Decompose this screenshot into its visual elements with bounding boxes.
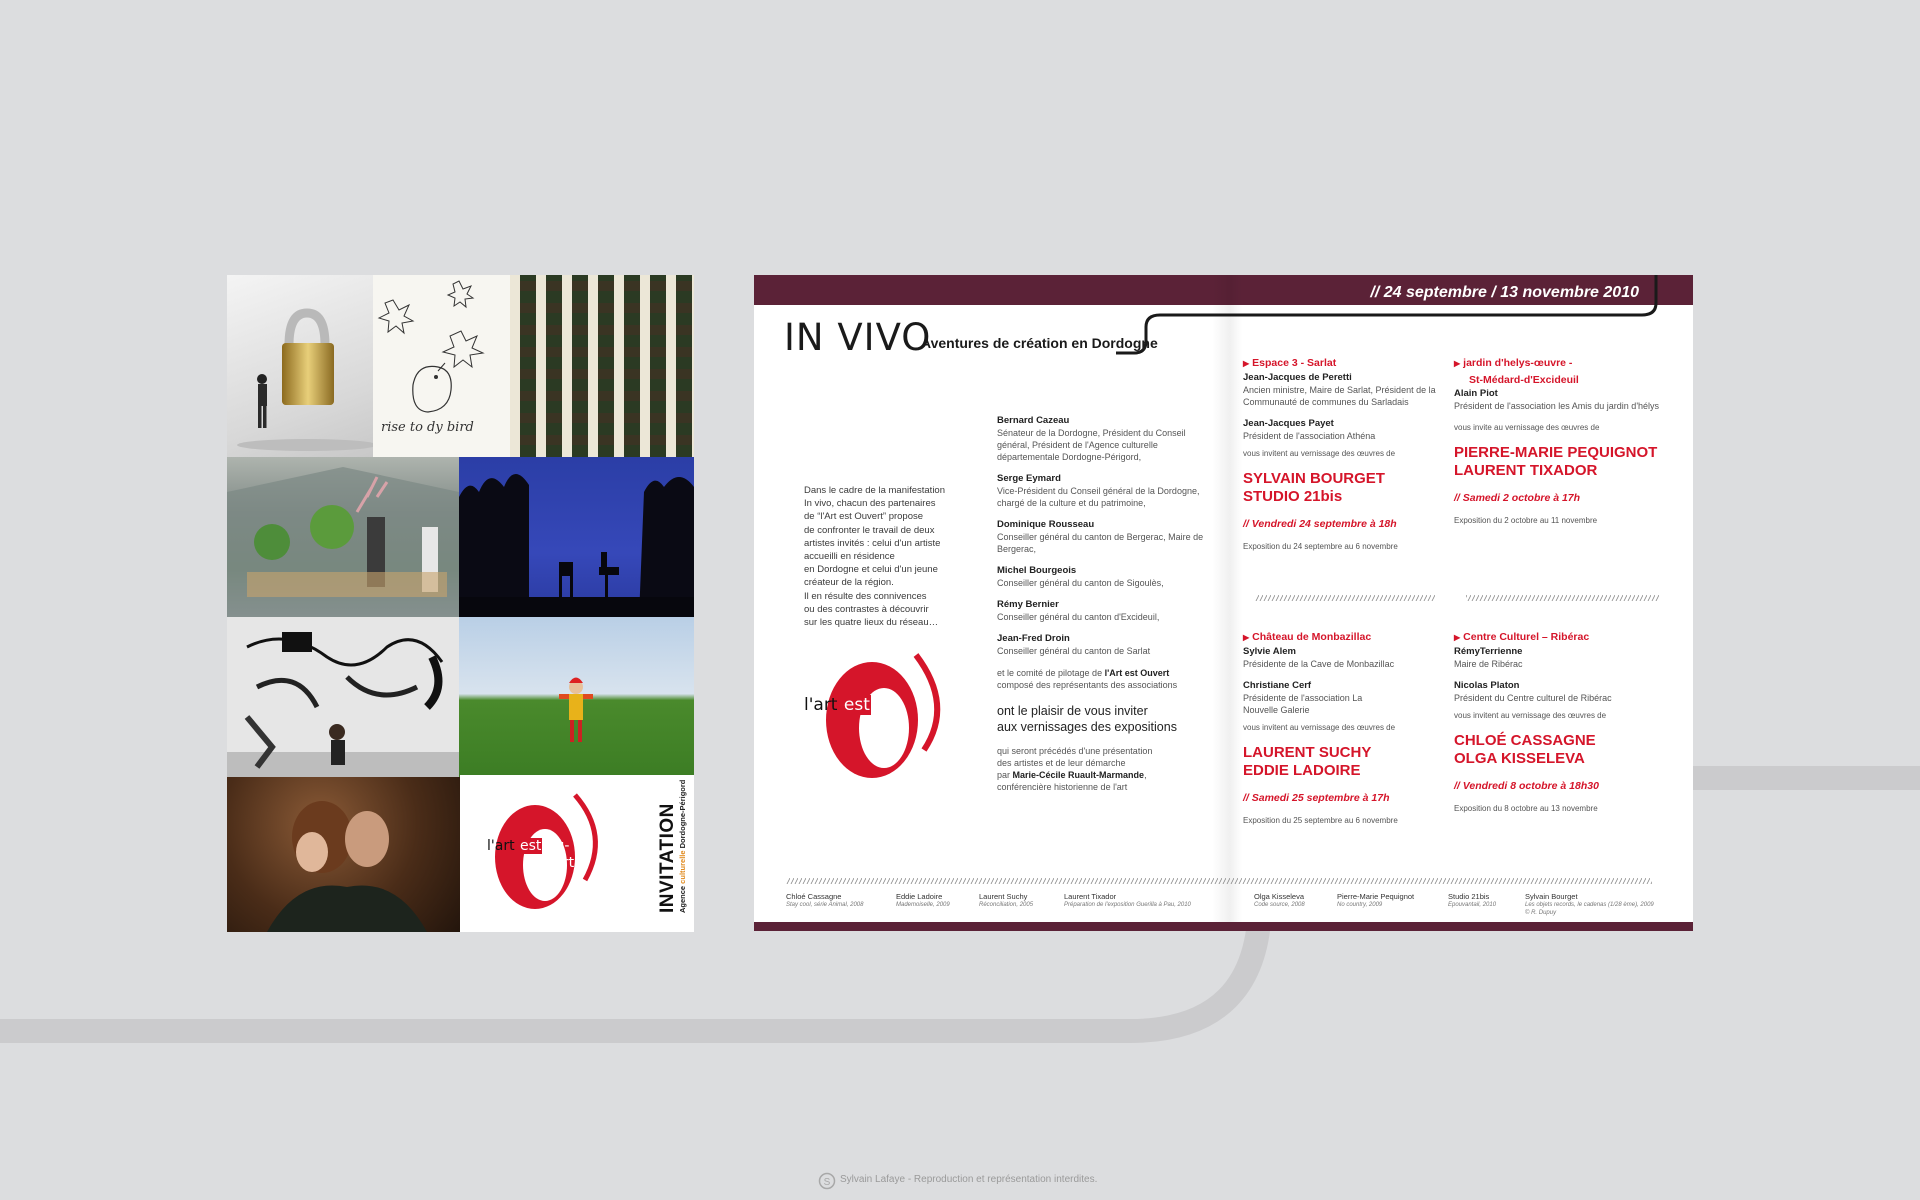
arrow-right-icon: ▶ bbox=[1243, 359, 1250, 368]
vernissage-date: // Vendredi 8 octobre à 18h30 bbox=[1454, 780, 1599, 792]
venue-name: jardin d'helys-œuvre - bbox=[1463, 357, 1573, 369]
invitation-statement: ont le plaisir de vous inviter aux vernissages des expositions bbox=[997, 704, 1177, 734]
arrow-right-icon: ▶ bbox=[1454, 633, 1461, 642]
artist-names: CHLOÉ CASSAGNE OLGA KISSELEVA bbox=[1454, 732, 1596, 767]
svg-text:S: S bbox=[823, 1177, 831, 1188]
intro-line: sur les quatre lieux du réseau… bbox=[804, 617, 939, 629]
logo-word-ou: ou- bbox=[876, 695, 904, 715]
inside-logo-vert: vert bbox=[874, 714, 909, 734]
bottom-band bbox=[754, 922, 1693, 931]
exhibition-dates: Exposition du 2 octobre au 11 novembre bbox=[1454, 516, 1598, 525]
credit-item: Laurent Tixador Préparation de l'exposition Guerilla à Pau, 2010 bbox=[1064, 892, 1191, 908]
venue-name: Centre Culturel – Ribérac bbox=[1463, 631, 1590, 643]
host-entry: Rémy Bernier Conseiller général du canton d'Excideuil, bbox=[997, 599, 1160, 622]
chairs-silhouette-icon bbox=[459, 457, 694, 617]
logo-word-est: est bbox=[520, 838, 542, 854]
logo-word-est: est bbox=[843, 695, 870, 715]
host-name: Alain Piot bbox=[1454, 388, 1498, 399]
host-name: Jean-Jacques Payet bbox=[1243, 418, 1334, 429]
venue-jardin-helys bbox=[1454, 355, 1664, 525]
intro-line: créateur de la région. bbox=[804, 577, 894, 589]
invite-text: vous invitent au vernissage des œuvres de bbox=[1243, 723, 1396, 732]
venue-monbazillac bbox=[1243, 629, 1453, 825]
credit-item: Studio 21bis Epouvantail, 2010 bbox=[1448, 892, 1497, 908]
photo-night-chairs bbox=[459, 457, 694, 617]
ink-mural-icon bbox=[227, 617, 459, 777]
artist-names: PIERRE-MARIE PEQUIGNOT LAURENT TIXADOR bbox=[1454, 444, 1658, 479]
invitation-title: INVITATION bbox=[657, 803, 678, 913]
host-list bbox=[997, 415, 1207, 793]
venue-riberac bbox=[1454, 629, 1664, 813]
invite-text: vous invite au vernissage des œuvres de bbox=[1454, 423, 1600, 432]
artist-names: SYLVAIN BOURGET STUDIO 21bis bbox=[1243, 470, 1385, 505]
intro-line: Dans le cadre de la manifestation bbox=[804, 485, 945, 496]
intro-line: de “l'Art est Ouvert” propose bbox=[804, 511, 924, 523]
credit-item: Pierre-Marie Pequignot No country, 2009 bbox=[1337, 892, 1415, 908]
invite-text: vous invitent au vernissage des œuvres de bbox=[1243, 449, 1396, 458]
exhibition-dates: Exposition du 24 septembre au 6 novembre bbox=[1243, 542, 1398, 551]
host-name: Jean-Jacques de Peretti bbox=[1243, 372, 1352, 383]
venue-sarlat bbox=[1243, 355, 1453, 551]
intro-line: en Dordogne et celui d'un jeune bbox=[804, 564, 938, 576]
venue-name: Château de Monbazillac bbox=[1252, 631, 1372, 643]
intro-line: artistes invités : celui d'un artiste bbox=[804, 537, 941, 549]
cover-logo-wordmark bbox=[487, 838, 569, 854]
host-title: Ancien ministre, Maire de Sarlat, Président de la Communauté de communes du Sarladais bbox=[1243, 385, 1436, 407]
couple-icon bbox=[227, 777, 460, 932]
arrow-right-icon: ▶ bbox=[1243, 633, 1250, 642]
host-name: Christiane Cerf bbox=[1243, 680, 1312, 691]
credit-item: Olga Kisseleva Code source, 2008 bbox=[1254, 892, 1305, 908]
photo-pattern bbox=[510, 275, 694, 457]
host-entry: Dominique Rousseau Conseiller général du canton de Bergerac, Maire de Bergerac, bbox=[997, 519, 1204, 554]
host-title: Présidente de l'association La Nouvelle Galerie bbox=[1243, 693, 1363, 715]
copyright-notice: Sylvain Lafaye - Reproduction et représentation interdites. bbox=[840, 1174, 1098, 1185]
artist-names: LAURENT SUCHY EDDIE LADOIRE bbox=[1243, 744, 1372, 779]
host-title: Présidente de la Cave de Monbazillac bbox=[1243, 659, 1395, 669]
venue-name: Espace 3 - Sarlat bbox=[1252, 357, 1337, 369]
vernissage-date: // Samedi 25 septembre à 17h bbox=[1243, 792, 1390, 804]
vernissage-date: // Samedi 2 octobre à 17h bbox=[1454, 492, 1581, 504]
cover-invitation-label bbox=[635, 779, 694, 925]
date-range: // 24 septembre / 13 novembre 2010 bbox=[1370, 284, 1639, 301]
photo-scarecrow bbox=[459, 617, 694, 777]
cover-logo-vert: vert bbox=[546, 855, 575, 871]
inside-logo bbox=[804, 645, 984, 795]
credit-item: Sylvain Bourget Les objets records, le cadenas (1/28 ème), 2009 © R. Dupuy bbox=[1525, 892, 1654, 916]
in-vivo-title: IN VIVO bbox=[784, 316, 932, 359]
exhibition-dates: Exposition du 8 octobre au 13 novembre bbox=[1454, 804, 1598, 813]
scarecrow-icon bbox=[459, 617, 694, 777]
host-name: Sylvie Alem bbox=[1243, 646, 1296, 657]
logo-word-art: l'art bbox=[804, 695, 838, 715]
copyright-logo-icon bbox=[818, 1172, 836, 1190]
photo-mural-painting bbox=[227, 457, 459, 617]
intro-line: accueilli en résidence bbox=[804, 551, 895, 563]
comite-text: et le comité de pilotage de l'Art est Ouvert composé des représentants des associations bbox=[997, 668, 1178, 690]
host-entry: Bernard Cazeau Sénateur de la Dordogne, Président du Conseil général, Président de l'Agence culturelle départementale Dordogne-Périgord, bbox=[997, 415, 1186, 462]
exhibition-dates: Exposition du 25 septembre au 6 novembre bbox=[1243, 816, 1398, 825]
credits-hatch-line bbox=[786, 878, 1656, 886]
presentation-text: qui seront précédés d'une présentation des artistes et de leur démarche par Marie-Cécile Ruault-Marmande, conférencière historienne de l'art bbox=[997, 746, 1153, 792]
fold-shadow bbox=[1212, 275, 1242, 931]
invitation-inside bbox=[754, 275, 1693, 931]
intro-line: In vivo, chacun des partenaires bbox=[804, 498, 936, 510]
agency-name: Agence culturelle Dordogne-Périgord bbox=[678, 779, 687, 913]
photo-bird-drawing bbox=[373, 275, 510, 457]
intro-text bbox=[804, 484, 964, 629]
photo-padlock bbox=[227, 275, 373, 457]
host-entry: Serge Eymard Vice-Président du Conseil général de la Dordogne, chargé de la culture et du patrimoine, bbox=[997, 473, 1200, 508]
invitation-cover bbox=[227, 275, 694, 932]
host-name: RémyTerrienne bbox=[1454, 646, 1523, 657]
credit-item: Chloé Cassagne Stay cool, série Animal, 2008 bbox=[786, 892, 864, 908]
host-title: Président de l'association Athéna bbox=[1243, 431, 1376, 441]
venue-name-line2: St-Médard-d'Excideuil bbox=[1469, 374, 1579, 386]
credit-item: Laurent Suchy Réconciliation, 2005 bbox=[979, 892, 1034, 908]
logo-word-art: l'art bbox=[487, 838, 515, 854]
intro-line: Il en résulte des connivences bbox=[804, 590, 927, 602]
sketch-handwriting: rise to dy bird bbox=[381, 420, 474, 435]
intro-line: ou des contrastes à découvrir bbox=[804, 603, 929, 615]
host-name: Nicolas Platon bbox=[1454, 680, 1520, 691]
host-entry: Michel Bourgeois Conseiller général du canton de Sigoulès, bbox=[997, 565, 1164, 588]
inside-logo-wordmark bbox=[804, 695, 904, 715]
invite-text: vous invitent au vernissage des œuvres de bbox=[1454, 711, 1607, 720]
photo-couple bbox=[227, 777, 460, 932]
logo-word-ou: ou- bbox=[546, 838, 570, 854]
host-title: Président de l'association les Amis du jardin d'hélys bbox=[1454, 401, 1660, 411]
credit-item: Eddie Ladoire Mademoiselle, 2009 bbox=[896, 892, 950, 908]
host-title: Maire de Ribérac bbox=[1454, 659, 1523, 669]
vernissage-date: // Vendredi 24 septembre à 18h bbox=[1243, 518, 1397, 530]
photo-studio-drawing bbox=[227, 617, 459, 777]
host-title: Président du Centre culturel de Ribérac bbox=[1454, 693, 1612, 703]
hatch-separator bbox=[1255, 595, 1675, 605]
padlock-figurine-icon bbox=[227, 275, 373, 457]
intro-line: de confronter le travail de deux bbox=[804, 524, 935, 536]
tent-painting-icon bbox=[227, 457, 459, 617]
arrow-right-icon: ▶ bbox=[1454, 359, 1461, 368]
host-entry: Jean-Fred Droin Conseiller général du canton de Sarlat bbox=[997, 633, 1151, 656]
in-vivo-subtitle: Aventures de création en Dordogne bbox=[921, 335, 1158, 351]
